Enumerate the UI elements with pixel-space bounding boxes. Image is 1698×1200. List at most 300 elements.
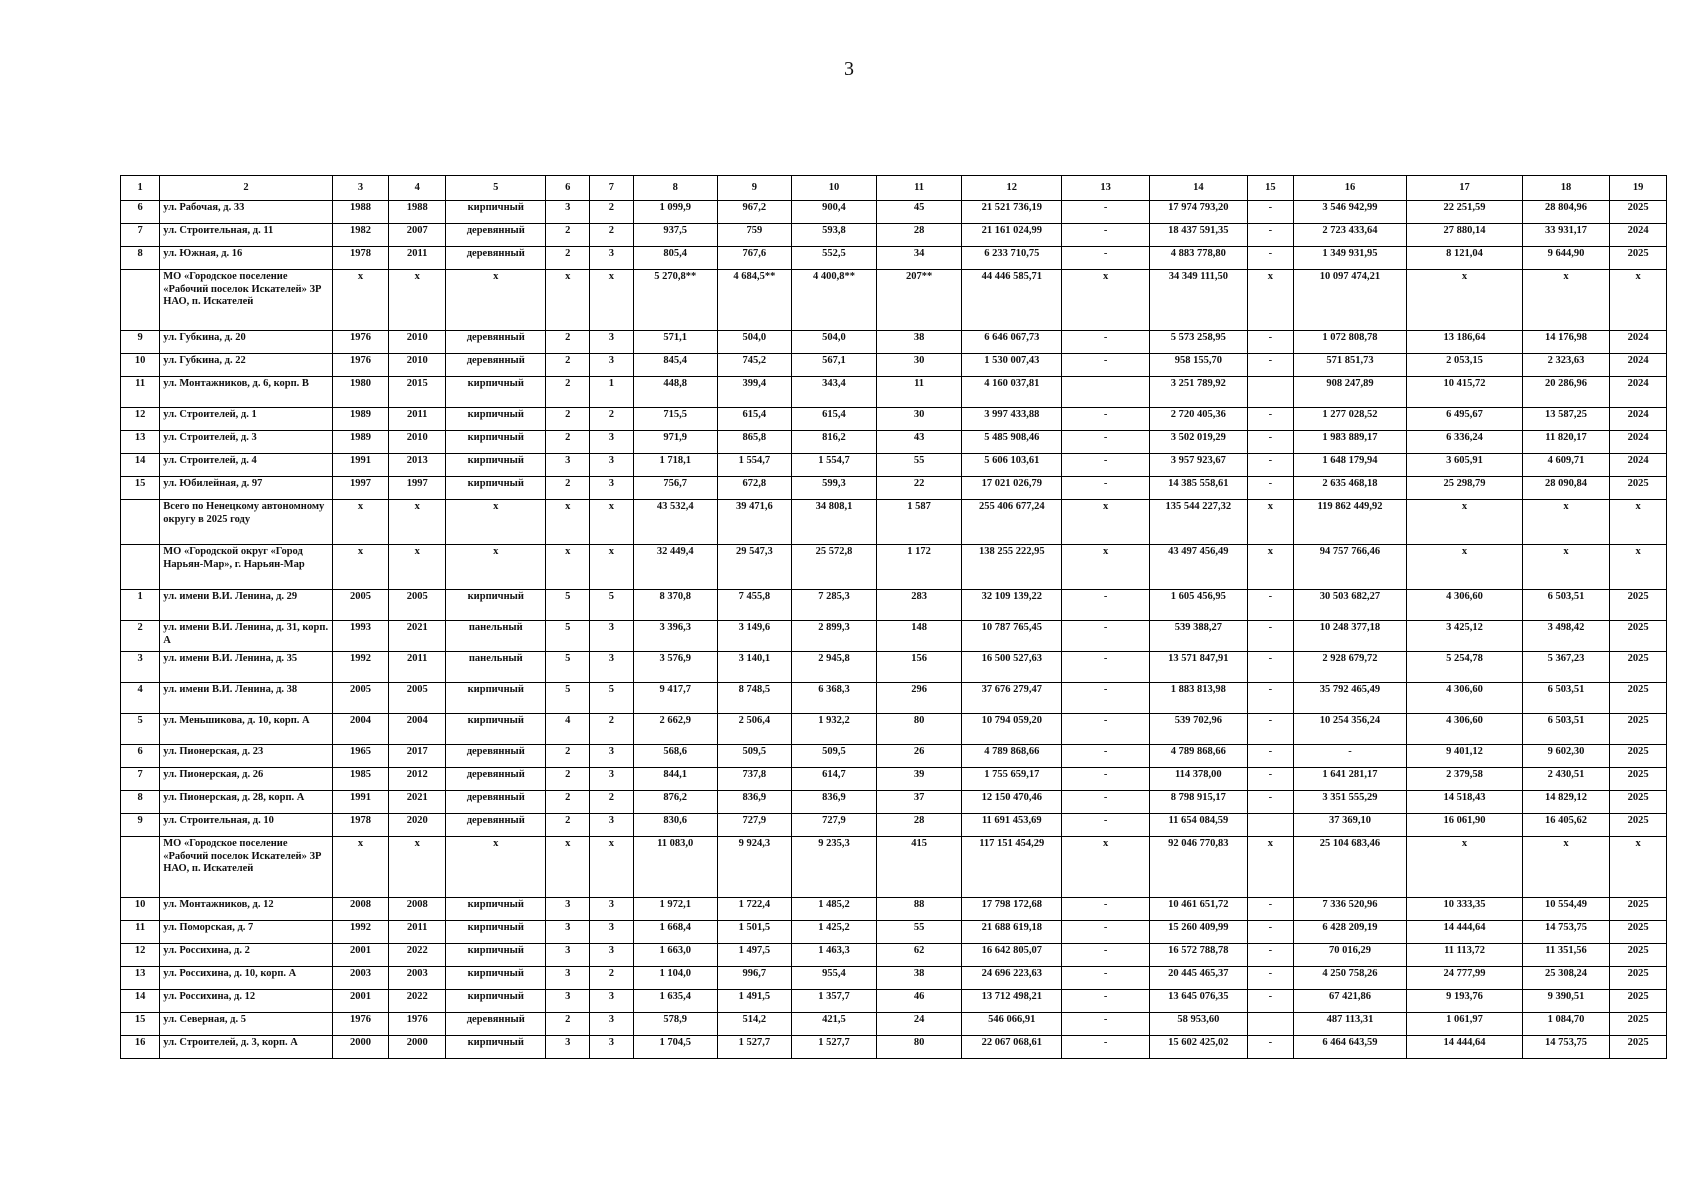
table-cell: 5 — [546, 590, 590, 621]
table-cell: 3 — [590, 354, 634, 377]
table-cell: 3 605,91 — [1407, 454, 1523, 477]
table-cell: 14 753,75 — [1522, 1036, 1609, 1059]
table-cell: панельный — [446, 652, 546, 683]
table-cell: 2 — [590, 714, 634, 745]
table-cell: 908 247,89 — [1293, 377, 1406, 408]
table-cell: 7 336 520,96 — [1293, 898, 1406, 921]
table-cell: - — [1062, 431, 1149, 454]
table-cell: х — [590, 545, 634, 590]
table-cell: 156 — [877, 652, 962, 683]
table-cell — [1247, 377, 1293, 408]
table-cell: 2 — [546, 791, 590, 814]
table-cell: 2 053,15 — [1407, 354, 1523, 377]
table-cell: 2005 — [332, 590, 389, 621]
table-row — [121, 1036, 1667, 1059]
table-cell: 92 046 770,83 — [1149, 837, 1247, 898]
table-cell: 11 083,0 — [633, 837, 717, 898]
table-cell: 546 066,91 — [962, 1013, 1062, 1036]
row-number-cell — [121, 500, 160, 545]
table-cell: 2025 — [1610, 683, 1667, 714]
table-cell: 7 285,3 — [791, 590, 876, 621]
table-cell: х — [446, 545, 546, 590]
table-cell: 58 953,60 — [1149, 1013, 1247, 1036]
table-cell: 805,4 — [633, 247, 717, 270]
table-cell: 2 — [590, 791, 634, 814]
table-row — [121, 331, 1667, 354]
table-cell: 4 250 758,26 — [1293, 967, 1406, 990]
column-number-header: 16 — [1293, 176, 1406, 201]
table-cell: 571 851,73 — [1293, 354, 1406, 377]
table-cell: 958 155,70 — [1149, 354, 1247, 377]
table-cell: 1976 — [332, 331, 389, 354]
table-row — [121, 354, 1667, 377]
table-cell: х — [389, 837, 446, 898]
table-cell: 4 — [546, 714, 590, 745]
table-cell: деревянный — [446, 331, 546, 354]
table-cell: 21 521 736,19 — [962, 201, 1062, 224]
table-cell: - — [1062, 967, 1149, 990]
table-cell: 1993 — [332, 621, 389, 652]
table-cell: 937,5 — [633, 224, 717, 247]
table-cell: - — [1247, 990, 1293, 1013]
table-cell: 816,2 — [791, 431, 876, 454]
table-cell: 2007 — [389, 224, 446, 247]
table-cell: кирпичный — [446, 590, 546, 621]
table-cell: 11 351,56 — [1522, 944, 1609, 967]
table-cell: 1 554,7 — [717, 454, 791, 477]
table-cell: 756,7 — [633, 477, 717, 500]
address-cell: ул. имени В.И. Ленина, д. 35 — [160, 652, 332, 683]
table-cell: 3 140,1 — [717, 652, 791, 683]
table-cell: 2025 — [1610, 944, 1667, 967]
table-cell: 830,6 — [633, 814, 717, 837]
address-cell: ул. Россихина, д. 12 — [160, 990, 332, 1013]
table-cell: кирпичный — [446, 431, 546, 454]
column-number-header: 5 — [446, 176, 546, 201]
table-cell: 1988 — [332, 201, 389, 224]
row-number-cell: 7 — [121, 224, 160, 247]
table-cell: 3 — [546, 921, 590, 944]
table-cell: - — [1062, 714, 1149, 745]
table-cell: 2 379,58 — [1407, 768, 1523, 791]
table-cell: х — [332, 270, 389, 331]
table-cell: 1 099,9 — [633, 201, 717, 224]
table-cell: - — [1062, 590, 1149, 621]
table-cell: 119 862 449,92 — [1293, 500, 1406, 545]
table-cell: - — [1062, 621, 1149, 652]
table-cell: 3 957 923,67 — [1149, 454, 1247, 477]
table-cell: - — [1062, 454, 1149, 477]
table-cell: 2008 — [389, 898, 446, 921]
table-cell: 10 254 356,24 — [1293, 714, 1406, 745]
row-number-cell: 3 — [121, 652, 160, 683]
table-cell: кирпичный — [446, 714, 546, 745]
table-cell: 2 — [546, 768, 590, 791]
table-cell: 578,9 — [633, 1013, 717, 1036]
table-row — [121, 454, 1667, 477]
table-cell: 33 931,17 — [1522, 224, 1609, 247]
table-cell: 11 691 453,69 — [962, 814, 1062, 837]
table-cell: 2011 — [389, 921, 446, 944]
table-cell: 571,1 — [633, 331, 717, 354]
table-cell: 2 723 433,64 — [1293, 224, 1406, 247]
table-cell: 737,8 — [717, 768, 791, 791]
table-cell: х — [1247, 837, 1293, 898]
table-cell: 1978 — [332, 814, 389, 837]
table-cell: 8 748,5 — [717, 683, 791, 714]
table-cell: 1 605 456,95 — [1149, 590, 1247, 621]
table-cell: 2025 — [1610, 247, 1667, 270]
table-cell: 3 — [590, 331, 634, 354]
address-cell: ул. Поморская, д. 7 — [160, 921, 332, 944]
table-cell: 539 388,27 — [1149, 621, 1247, 652]
table-cell: 1 357,7 — [791, 990, 876, 1013]
housing-register-table — [120, 175, 1667, 1059]
table-cell: 552,5 — [791, 247, 876, 270]
column-number-header: 15 — [1247, 176, 1293, 201]
table-cell: 80 — [877, 1036, 962, 1059]
table-row — [121, 768, 1667, 791]
table-row — [121, 944, 1667, 967]
table-cell: 3 — [590, 652, 634, 683]
address-cell: МО «Городской округ «Город Нарьян-Мар», г. Нарьян-Мар — [160, 545, 332, 590]
table-cell: кирпичный — [446, 1036, 546, 1059]
table-cell — [1062, 377, 1149, 408]
column-number-header: 19 — [1610, 176, 1667, 201]
table-cell: деревянный — [446, 224, 546, 247]
table-cell: 2 662,9 — [633, 714, 717, 745]
table-cell: 67 421,86 — [1293, 990, 1406, 1013]
table-cell: 1980 — [332, 377, 389, 408]
table-cell: 2024 — [1610, 377, 1667, 408]
table-cell: 2021 — [389, 621, 446, 652]
address-cell: ул. Строителей, д. 3, корп. А — [160, 1036, 332, 1059]
table-cell: 28 804,96 — [1522, 201, 1609, 224]
table-cell: 6 464 643,59 — [1293, 1036, 1406, 1059]
table-cell: 3 576,9 — [633, 652, 717, 683]
table-cell: 2020 — [389, 814, 446, 837]
table-cell: - — [1062, 944, 1149, 967]
table-cell: 8 121,04 — [1407, 247, 1523, 270]
table-cell: 28 — [877, 814, 962, 837]
address-cell: ул. Рабочая, д. 33 — [160, 201, 332, 224]
table-cell: 593,8 — [791, 224, 876, 247]
table-cell: 2 — [546, 745, 590, 768]
address-cell: МО «Городское поселение «Рабочий поселок Искателей» ЗР НАО, п. Искателей — [160, 837, 332, 898]
table-cell: 2022 — [389, 944, 446, 967]
table-cell: х — [1610, 837, 1667, 898]
table-cell: х — [546, 500, 590, 545]
table-cell: 38 — [877, 331, 962, 354]
table-cell: 996,7 — [717, 967, 791, 990]
table-cell: 2001 — [332, 944, 389, 967]
column-number-header: 18 — [1522, 176, 1609, 201]
table-cell: х — [1407, 270, 1523, 331]
table-cell: 28 090,84 — [1522, 477, 1609, 500]
table-cell: - — [1293, 745, 1406, 768]
table-cell: - — [1247, 201, 1293, 224]
table-cell: 10 097 474,21 — [1293, 270, 1406, 331]
table-row — [121, 967, 1667, 990]
table-cell: 1 663,0 — [633, 944, 717, 967]
table-cell: 30 — [877, 408, 962, 431]
column-number-header: 6 — [546, 176, 590, 201]
table-cell: 5 — [546, 652, 590, 683]
table-cell: 2025 — [1610, 652, 1667, 683]
table-cell: 3 502 019,29 — [1149, 431, 1247, 454]
table-cell: 2025 — [1610, 477, 1667, 500]
table-cell: кирпичный — [446, 967, 546, 990]
table-cell: 10 415,72 — [1407, 377, 1523, 408]
table-cell: 2001 — [332, 990, 389, 1013]
table-cell: 2 — [590, 408, 634, 431]
table-cell: 3 396,3 — [633, 621, 717, 652]
table-cell: х — [389, 545, 446, 590]
table-cell: 1 527,7 — [791, 1036, 876, 1059]
table-cell: 2022 — [389, 990, 446, 1013]
table-cell: 2024 — [1610, 354, 1667, 377]
table-cell: 727,9 — [791, 814, 876, 837]
table-cell: 4 160 037,81 — [962, 377, 1062, 408]
table-cell: 2004 — [389, 714, 446, 745]
table-cell: 1 277 028,52 — [1293, 408, 1406, 431]
table-cell: х — [1062, 837, 1149, 898]
table-cell: 3 — [546, 1036, 590, 1059]
table-cell: 5 367,23 — [1522, 652, 1609, 683]
table-cell: 39 — [877, 768, 962, 791]
table-cell: 11 — [877, 377, 962, 408]
table-cell: 1988 — [389, 201, 446, 224]
table-cell: 46 — [877, 990, 962, 1013]
table-cell: 6 503,51 — [1522, 714, 1609, 745]
row-number-cell: 9 — [121, 814, 160, 837]
table-cell: 2 — [546, 377, 590, 408]
row-number-cell: 2 — [121, 621, 160, 652]
row-number-cell: 14 — [121, 990, 160, 1013]
table-cell: 727,9 — [717, 814, 791, 837]
table-cell: 32 109 139,22 — [962, 590, 1062, 621]
table-cell: 1 072 808,78 — [1293, 331, 1406, 354]
table-row — [121, 745, 1667, 768]
address-cell: ул. Монтажников, д. 12 — [160, 898, 332, 921]
table-cell: 1 527,7 — [717, 1036, 791, 1059]
table-cell: - — [1247, 921, 1293, 944]
table-cell: - — [1247, 477, 1293, 500]
table-row — [121, 898, 1667, 921]
address-cell: ул. Южная, д. 16 — [160, 247, 332, 270]
table-cell: - — [1062, 990, 1149, 1013]
table-row — [121, 714, 1667, 745]
table-cell: 844,1 — [633, 768, 717, 791]
table-cell: - — [1062, 745, 1149, 768]
table-cell: 13 712 498,21 — [962, 990, 1062, 1013]
table-cell: 44 446 585,71 — [962, 270, 1062, 331]
table-cell: 2024 — [1610, 224, 1667, 247]
row-number-cell: 8 — [121, 791, 160, 814]
address-cell: ул. Россихина, д. 10, корп. А — [160, 967, 332, 990]
table-cell — [1247, 1013, 1293, 1036]
table-cell: 62 — [877, 944, 962, 967]
table-cell: 3 — [590, 621, 634, 652]
table-cell: 2 — [546, 354, 590, 377]
table-cell: 2 — [546, 224, 590, 247]
table-cell: х — [1522, 270, 1609, 331]
table-cell: 1 635,4 — [633, 990, 717, 1013]
row-number-cell: 11 — [121, 921, 160, 944]
table-cell: 3 997 433,88 — [962, 408, 1062, 431]
table-cell: - — [1062, 1013, 1149, 1036]
table-cell: 13 571 847,91 — [1149, 652, 1247, 683]
table-cell: 2025 — [1610, 814, 1667, 837]
address-cell: ул. Пионерская, д. 23 — [160, 745, 332, 768]
municipality-row — [121, 837, 1667, 898]
table-cell: 568,6 — [633, 745, 717, 768]
table-cell: х — [1062, 545, 1149, 590]
table-cell: 3 — [546, 454, 590, 477]
table-cell: 5 — [546, 621, 590, 652]
table-cell: 4 609,71 — [1522, 454, 1609, 477]
table-cell: 3 — [590, 768, 634, 791]
table-cell: 1 497,5 — [717, 944, 791, 967]
table-cell: 9 644,90 — [1522, 247, 1609, 270]
table-cell: 12 150 470,46 — [962, 791, 1062, 814]
table-cell: 2 506,4 — [717, 714, 791, 745]
table-row — [121, 921, 1667, 944]
row-number-cell — [121, 545, 160, 590]
table-cell: 1 587 — [877, 500, 962, 545]
table-cell: 6 503,51 — [1522, 683, 1609, 714]
table-cell: кирпичный — [446, 898, 546, 921]
table-cell: 2003 — [332, 967, 389, 990]
table-cell: 514,2 — [717, 1013, 791, 1036]
table-cell: - — [1247, 224, 1293, 247]
table-cell: 37 369,10 — [1293, 814, 1406, 837]
table-cell: кирпичный — [446, 408, 546, 431]
table-row — [121, 621, 1667, 652]
table-cell: 1 463,3 — [791, 944, 876, 967]
table-cell: 55 — [877, 921, 962, 944]
table-cell: 9 193,76 — [1407, 990, 1523, 1013]
table-cell: 8 370,8 — [633, 590, 717, 621]
table-cell: 11 820,17 — [1522, 431, 1609, 454]
table-cell: 1985 — [332, 768, 389, 791]
table-cell: 135 544 227,32 — [1149, 500, 1247, 545]
table-cell: 9 235,3 — [791, 837, 876, 898]
row-number-cell: 10 — [121, 898, 160, 921]
table-cell: 2025 — [1610, 1036, 1667, 1059]
table-cell: 2025 — [1610, 714, 1667, 745]
table-cell: 2025 — [1610, 768, 1667, 791]
table-cell: кирпичный — [446, 683, 546, 714]
table-cell: 10 461 651,72 — [1149, 898, 1247, 921]
table-cell: 421,5 — [791, 1013, 876, 1036]
table-row — [121, 791, 1667, 814]
table-cell: деревянный — [446, 1013, 546, 1036]
table-cell: х — [590, 837, 634, 898]
table-cell: 28 — [877, 224, 962, 247]
address-cell: ул. Монтажников, д. 6, корп. В — [160, 377, 332, 408]
table-cell: х — [590, 500, 634, 545]
table-cell: 117 151 454,29 — [962, 837, 1062, 898]
table-cell: 2 635 468,18 — [1293, 477, 1406, 500]
table-cell: 3 — [590, 247, 634, 270]
table-cell: 1992 — [332, 921, 389, 944]
table-cell: 971,9 — [633, 431, 717, 454]
column-number-header: 4 — [389, 176, 446, 201]
table-cell: 6 646 067,73 — [962, 331, 1062, 354]
table-row — [121, 590, 1667, 621]
table-cell: 1997 — [332, 477, 389, 500]
column-number-header: 11 — [877, 176, 962, 201]
table-cell: 1 491,5 — [717, 990, 791, 1013]
table-cell: х — [1610, 500, 1667, 545]
table-cell: - — [1247, 1036, 1293, 1059]
table-cell: - — [1247, 454, 1293, 477]
table-cell: 509,5 — [717, 745, 791, 768]
address-cell: ул. Губкина, д. 20 — [160, 331, 332, 354]
row-number-cell — [121, 837, 160, 898]
table-cell: - — [1247, 431, 1293, 454]
row-number-cell: 7 — [121, 768, 160, 791]
total-row — [121, 500, 1667, 545]
table-cell: 29 547,3 — [717, 545, 791, 590]
table-cell: 6 368,3 — [791, 683, 876, 714]
table-cell: 17 021 026,79 — [962, 477, 1062, 500]
table-cell: 567,1 — [791, 354, 876, 377]
table-cell: 509,5 — [791, 745, 876, 768]
table-cell: 3 546 942,99 — [1293, 201, 1406, 224]
table-cell: 2025 — [1610, 967, 1667, 990]
row-number-cell: 8 — [121, 247, 160, 270]
table-cell: 1 718,1 — [633, 454, 717, 477]
table-cell: - — [1247, 590, 1293, 621]
table-cell: 7 455,8 — [717, 590, 791, 621]
table-cell: 9 401,12 — [1407, 745, 1523, 768]
table-cell: 30 503 682,27 — [1293, 590, 1406, 621]
table-cell: 2004 — [332, 714, 389, 745]
table-cell: 15 260 409,99 — [1149, 921, 1247, 944]
address-cell: ул. Пионерская, д. 26 — [160, 768, 332, 791]
table-cell: 1 501,5 — [717, 921, 791, 944]
table-cell: 9 924,3 — [717, 837, 791, 898]
row-number-cell: 4 — [121, 683, 160, 714]
address-cell: ул. Строителей, д. 1 — [160, 408, 332, 431]
row-number-cell: 15 — [121, 477, 160, 500]
table-cell: х — [332, 500, 389, 545]
table-cell: 2 — [546, 1013, 590, 1036]
row-number-cell: 10 — [121, 354, 160, 377]
table-cell: 1 530 007,43 — [962, 354, 1062, 377]
row-number-cell: 13 — [121, 967, 160, 990]
table-cell: 3 — [590, 431, 634, 454]
table-cell: 2024 — [1610, 454, 1667, 477]
table-cell: 2010 — [389, 431, 446, 454]
table-cell: х — [1610, 545, 1667, 590]
table-cell: - — [1247, 745, 1293, 768]
row-number-cell: 9 — [121, 331, 160, 354]
table-cell: 2 — [590, 967, 634, 990]
table-cell: 4 400,8** — [791, 270, 876, 331]
table-cell: 1 349 931,95 — [1293, 247, 1406, 270]
row-number-cell: 6 — [121, 745, 160, 768]
table-cell: - — [1247, 967, 1293, 990]
column-number-header: 17 — [1407, 176, 1523, 201]
table-cell: 25 298,79 — [1407, 477, 1523, 500]
table-cell: 2025 — [1610, 590, 1667, 621]
table-cell: 14 753,75 — [1522, 921, 1609, 944]
table-cell: х — [446, 500, 546, 545]
table-cell: 45 — [877, 201, 962, 224]
